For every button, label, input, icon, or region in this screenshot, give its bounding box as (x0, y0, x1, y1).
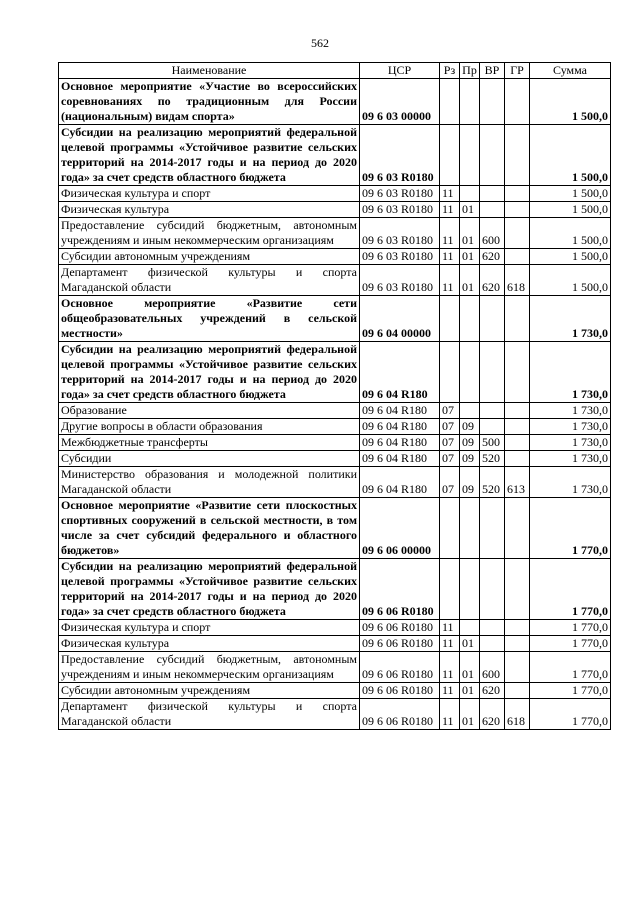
cell-sum: 1 770,0 (530, 699, 611, 730)
cell-pr: 09 (460, 451, 480, 467)
cell-gr (505, 342, 530, 403)
table-row (59, 419, 611, 435)
cell-name: Департамент физической культуры и спорта Магаданской области (59, 699, 360, 730)
cell-name: Министерство образования и молодежной политики Магаданской области (59, 467, 360, 498)
cell-rz: 07 (440, 467, 460, 498)
cell-rz: 07 (440, 435, 460, 451)
header-name: Наименование (59, 63, 360, 79)
cell-vr (480, 79, 505, 125)
cell-sum: 1 770,0 (530, 683, 611, 699)
table-row (59, 403, 611, 419)
cell-sum: 1 730,0 (530, 435, 611, 451)
cell-vr (480, 125, 505, 186)
cell-name: Предоставление субсидий бюджетным, автономным учреждениям и иным некоммерческим организациям (59, 652, 360, 683)
cell-gr (505, 652, 530, 683)
cell-rz: 11 (440, 683, 460, 699)
cell-vr (480, 186, 505, 202)
cell-gr (505, 186, 530, 202)
cell-rz (440, 559, 460, 620)
cell-gr (505, 403, 530, 419)
cell-gr (505, 125, 530, 186)
cell-sum: 1 500,0 (530, 202, 611, 218)
cell-vr (480, 296, 505, 342)
cell-rz: 11 (440, 620, 460, 636)
cell-sum: 1 730,0 (530, 419, 611, 435)
cell-csr: 09 6 04 00000 (360, 296, 440, 342)
cell-rz: 11 (440, 636, 460, 652)
cell-vr (480, 342, 505, 403)
cell-vr (480, 419, 505, 435)
cell-rz: 07 (440, 419, 460, 435)
cell-name: Физическая культура (59, 202, 360, 218)
table-row (59, 218, 611, 249)
cell-sum: 1 730,0 (530, 467, 611, 498)
cell-csr: 09 6 03 R0180 (360, 265, 440, 296)
table-row (59, 342, 611, 403)
cell-vr (480, 498, 505, 559)
cell-name: Межбюджетные трансферты (59, 435, 360, 451)
cell-csr: 09 6 03 00000 (360, 79, 440, 125)
cell-gr: 618 (505, 699, 530, 730)
table-row (59, 265, 611, 296)
cell-rz (440, 342, 460, 403)
cell-pr: 01 (460, 265, 480, 296)
cell-name: Другие вопросы в области образования (59, 419, 360, 435)
cell-pr: 01 (460, 699, 480, 730)
cell-name: Субсидии автономным учреждениям (59, 683, 360, 699)
cell-sum: 1 500,0 (530, 79, 611, 125)
cell-vr (480, 636, 505, 652)
cell-rz: 11 (440, 699, 460, 730)
cell-name: Основное мероприятие «Участие во всероссийских соревнованиях по традиционным для России (национальным) видам спорта» (59, 79, 360, 125)
cell-vr: 620 (480, 265, 505, 296)
table-row (59, 202, 611, 218)
cell-pr (460, 403, 480, 419)
cell-csr: 09 6 06 R0180 (360, 636, 440, 652)
cell-csr: 09 6 06 R0180 (360, 683, 440, 699)
cell-pr (460, 620, 480, 636)
cell-csr: 09 6 06 R0180 (360, 620, 440, 636)
cell-pr: 09 (460, 419, 480, 435)
cell-sum: 1 500,0 (530, 265, 611, 296)
cell-sum: 1 500,0 (530, 186, 611, 202)
table-row (59, 498, 611, 559)
table-row (59, 435, 611, 451)
header-pr: Пр (460, 63, 480, 79)
cell-csr: 09 6 04 R180 (360, 419, 440, 435)
cell-name: Физическая культура и спорт (59, 620, 360, 636)
cell-pr: 01 (460, 652, 480, 683)
cell-sum: 1 770,0 (530, 652, 611, 683)
cell-pr: 01 (460, 218, 480, 249)
cell-pr: 01 (460, 636, 480, 652)
cell-rz: 11 (440, 265, 460, 296)
cell-sum: 1 500,0 (530, 249, 611, 265)
cell-csr: 09 6 03 R0180 (360, 186, 440, 202)
table-body (59, 79, 611, 730)
cell-name: Субсидии автономным учреждениям (59, 249, 360, 265)
cell-csr: 09 6 04 R180 (360, 435, 440, 451)
cell-gr: 618 (505, 265, 530, 296)
table-row (59, 699, 611, 730)
cell-sum: 1 770,0 (530, 498, 611, 559)
cell-name: Субсидии на реализацию мероприятий федеральной целевой программы «Устойчивое развитие сельских территорий на 2014-2017 годы и на период до 2020 года» за счет средств областного бюджета (59, 559, 360, 620)
cell-vr (480, 403, 505, 419)
cell-pr: 01 (460, 683, 480, 699)
cell-rz (440, 498, 460, 559)
header-rz: Рз (440, 63, 460, 79)
cell-csr: 09 6 04 R180 (360, 467, 440, 498)
cell-rz (440, 79, 460, 125)
table-row (59, 296, 611, 342)
cell-name: Основное мероприятие «Развитие сети общеобразовательных учреждений в сельской местности» (59, 296, 360, 342)
table-row (59, 467, 611, 498)
cell-name: Субсидии (59, 451, 360, 467)
cell-gr (505, 218, 530, 249)
cell-pr (460, 186, 480, 202)
table-row (59, 636, 611, 652)
cell-gr: 613 (505, 467, 530, 498)
cell-csr: 09 6 03 R0180 (360, 202, 440, 218)
cell-csr: 09 6 03 R0180 (360, 218, 440, 249)
cell-vr (480, 559, 505, 620)
cell-csr: 09 6 03 R0180 (360, 125, 440, 186)
cell-gr (505, 451, 530, 467)
cell-pr: 01 (460, 249, 480, 265)
table-row (59, 683, 611, 699)
cell-rz: 07 (440, 451, 460, 467)
cell-csr: 09 6 03 R0180 (360, 249, 440, 265)
cell-vr (480, 202, 505, 218)
table-row (59, 125, 611, 186)
cell-pr: 09 (460, 467, 480, 498)
cell-name: Физическая культура (59, 636, 360, 652)
table-header-row (59, 63, 611, 79)
cell-pr: 01 (460, 202, 480, 218)
cell-name: Субсидии на реализацию мероприятий федеральной целевой программы «Устойчивое развитие сельских территорий на 2014-2017 годы и на период до 2020 года» за счет средств областного бюджета (59, 125, 360, 186)
table-row (59, 186, 611, 202)
cell-gr (505, 435, 530, 451)
cell-gr (505, 559, 530, 620)
cell-rz: 07 (440, 403, 460, 419)
cell-gr (505, 202, 530, 218)
cell-csr: 09 6 04 R180 (360, 342, 440, 403)
cell-pr (460, 296, 480, 342)
cell-sum: 1 730,0 (530, 403, 611, 419)
cell-gr (505, 683, 530, 699)
header-vr: ВР (480, 63, 505, 79)
cell-csr: 09 6 06 R0180 (360, 699, 440, 730)
cell-gr (505, 249, 530, 265)
cell-name: Департамент физической культуры и спорта Магаданской области (59, 265, 360, 296)
cell-vr (480, 620, 505, 636)
table-row (59, 79, 611, 125)
cell-pr (460, 79, 480, 125)
cell-sum: 1 730,0 (530, 296, 611, 342)
cell-vr: 620 (480, 249, 505, 265)
cell-rz (440, 125, 460, 186)
cell-name: Предоставление субсидий бюджетным, автономным учреждениям и иным некоммерческим организациям (59, 218, 360, 249)
cell-name: Образование (59, 403, 360, 419)
cell-rz: 11 (440, 218, 460, 249)
header-sum: Сумма (530, 63, 611, 79)
cell-rz: 11 (440, 186, 460, 202)
cell-rz: 11 (440, 652, 460, 683)
page-number: 562 (311, 36, 329, 50)
cell-csr: 09 6 04 R180 (360, 403, 440, 419)
cell-vr: 500 (480, 435, 505, 451)
cell-pr (460, 498, 480, 559)
cell-name: Основное мероприятие «Развитие сети плоскостных спортивных сооружений в сельской местности, в том числе за счет субсидий федерального и областного бюджетов» (59, 498, 360, 559)
header-csr: ЦСР (360, 63, 440, 79)
table-row (59, 652, 611, 683)
table-row (59, 451, 611, 467)
table-row (59, 249, 611, 265)
cell-csr: 09 6 04 R180 (360, 451, 440, 467)
cell-vr: 620 (480, 683, 505, 699)
cell-sum: 1 500,0 (530, 218, 611, 249)
cell-sum: 1 730,0 (530, 451, 611, 467)
cell-sum: 1 730,0 (530, 342, 611, 403)
cell-csr: 09 6 06 00000 (360, 498, 440, 559)
cell-rz (440, 296, 460, 342)
cell-vr: 600 (480, 218, 505, 249)
table-row (59, 559, 611, 620)
cell-pr: 09 (460, 435, 480, 451)
cell-gr (505, 636, 530, 652)
budget-table (58, 62, 611, 730)
cell-vr: 600 (480, 652, 505, 683)
cell-gr (505, 620, 530, 636)
cell-gr (505, 419, 530, 435)
cell-csr: 09 6 06 R0180 (360, 652, 440, 683)
cell-vr: 620 (480, 699, 505, 730)
cell-pr (460, 559, 480, 620)
table-row (59, 620, 611, 636)
cell-gr (505, 498, 530, 559)
cell-sum: 1 770,0 (530, 636, 611, 652)
cell-pr (460, 125, 480, 186)
cell-gr (505, 79, 530, 125)
cell-csr: 09 6 06 R0180 (360, 559, 440, 620)
cell-sum: 1 770,0 (530, 559, 611, 620)
cell-vr: 520 (480, 467, 505, 498)
cell-rz: 11 (440, 202, 460, 218)
cell-sum: 1 500,0 (530, 125, 611, 186)
cell-rz: 11 (440, 249, 460, 265)
cell-name: Физическая культура и спорт (59, 186, 360, 202)
cell-sum: 1 770,0 (530, 620, 611, 636)
cell-pr (460, 342, 480, 403)
cell-vr: 520 (480, 451, 505, 467)
header-gr: ГР (505, 63, 530, 79)
cell-name: Субсидии на реализацию мероприятий федеральной целевой программы «Устойчивое развитие сельских территорий на 2014-2017 годы и на период до 2020 года» за счет средств областного бюджета (59, 342, 360, 403)
cell-gr (505, 296, 530, 342)
